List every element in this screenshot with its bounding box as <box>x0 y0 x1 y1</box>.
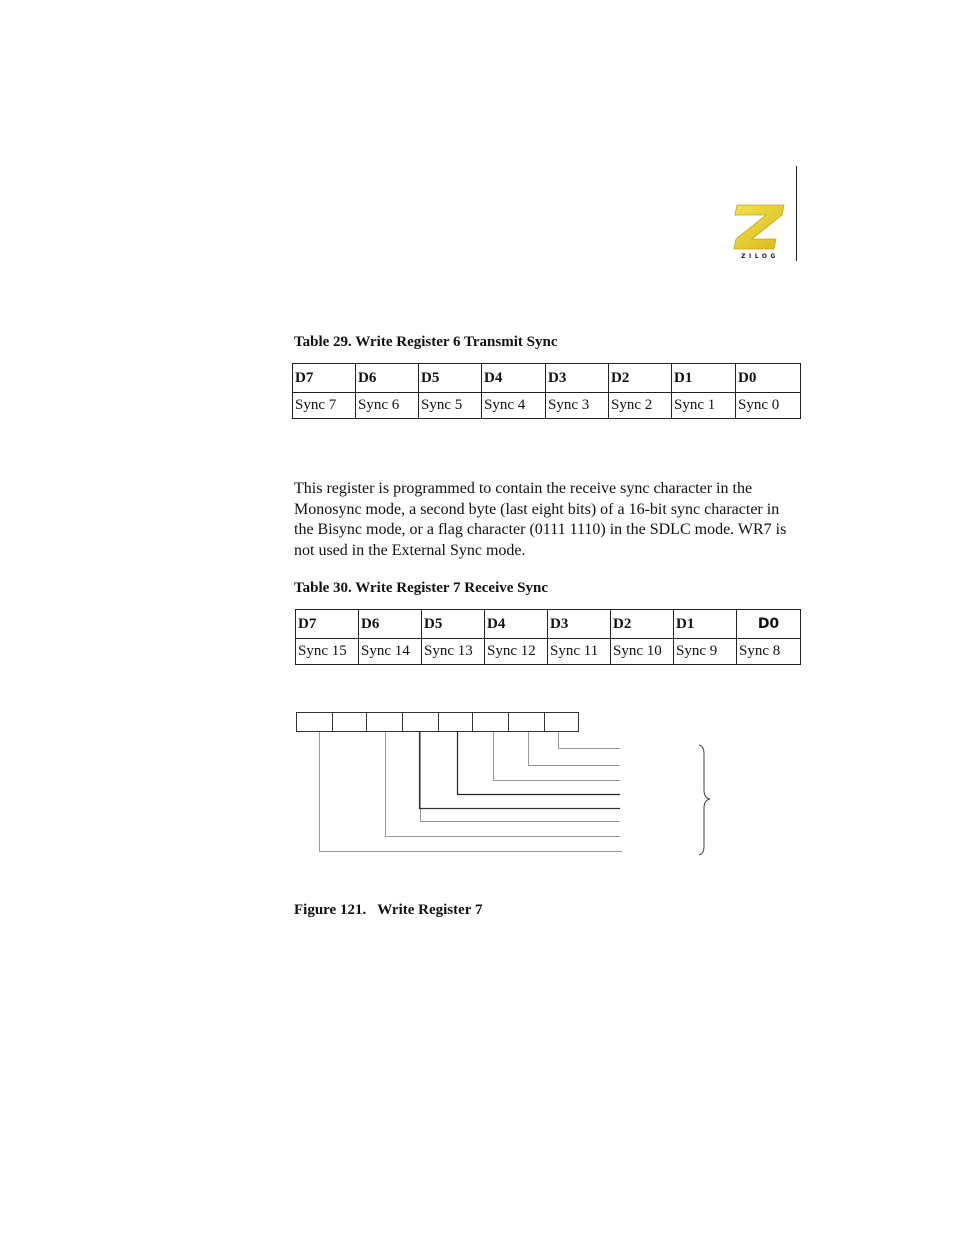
table30-cell: Sync 10 <box>611 639 674 665</box>
table30-caption: Table 30. Write Register 7 Receive Sync <box>294 580 548 596</box>
table30-header-cell: D1 <box>674 610 737 639</box>
table29-cell: Sync 2 <box>609 393 672 419</box>
curly-brace <box>699 745 710 855</box>
table29-header-cell: D4 <box>482 364 546 393</box>
table29-cell: Sync 1 <box>672 393 736 419</box>
table30-header-cell: D2 <box>611 610 674 639</box>
register-box <box>297 713 579 732</box>
zilog-wordmark: ZILOG <box>741 253 779 260</box>
table29-cell: Sync 7 <box>293 393 356 419</box>
table30 <box>295 609 801 665</box>
table30-header-cell: D0 <box>737 610 801 639</box>
table30-cell: Sync 15 <box>296 639 359 665</box>
table29-cell: Sync 3 <box>546 393 609 419</box>
table30-cell: Sync 12 <box>485 639 548 665</box>
table29 <box>292 363 801 419</box>
table30-header-cell: D3 <box>548 610 611 639</box>
table30-value-row <box>296 639 801 665</box>
table30-cell: Sync 8 <box>737 639 801 665</box>
table30-header-cell: D6 <box>359 610 422 639</box>
table30-header-cell: D5 <box>422 610 485 639</box>
register-bit-diagram <box>294 708 724 864</box>
figure121-caption: Figure 121. Write Register 7 <box>294 902 483 918</box>
bit-leader-d2 <box>494 732 621 781</box>
bit-leader-d4 <box>420 732 621 809</box>
logo-vertical-rule <box>796 166 797 261</box>
table29-header-cell: D6 <box>356 364 419 393</box>
table29-header-cell: D2 <box>609 364 672 393</box>
table29-cell: Sync 0 <box>736 393 801 419</box>
table29-header-row <box>293 364 801 393</box>
table30-header-cell: D7 <box>296 610 359 639</box>
table29-header-cell: D7 <box>293 364 356 393</box>
table29-cell: Sync 4 <box>482 393 546 419</box>
bit-leader-d3 <box>458 732 621 795</box>
table30-header-cell: D4 <box>485 610 548 639</box>
table30-cell: Sync 11 <box>548 639 611 665</box>
table29-header-cell: D5 <box>419 364 482 393</box>
table29-header-cell: D1 <box>672 364 736 393</box>
table29-value-row <box>293 393 801 419</box>
table29-header-cell: D0 <box>736 364 801 393</box>
table29-cell: Sync 5 <box>419 393 482 419</box>
table29-cell: Sync 6 <box>356 393 419 419</box>
table30-header-row <box>296 610 801 639</box>
table30-cell: Sync 14 <box>359 639 422 665</box>
table29-header-cell: D3 <box>546 364 609 393</box>
table29-caption: Table 29. Write Register 6 Transmit Sync <box>294 334 558 350</box>
table30-cell: Sync 9 <box>674 639 737 665</box>
body-paragraph: This register is programmed to contain the receive sync character in the Monosync mode, a second byte (last eight bits) of a 16-bit sync character in the Bisync mode, or a flag character (0111 1110) in the SDLC mode. WR7 is not used in the External Sync mode. <box>294 480 787 559</box>
bit-leader-d0 <box>559 732 621 749</box>
table30-cell: Sync 13 <box>422 639 485 665</box>
bit-leader-d7 <box>320 732 623 852</box>
